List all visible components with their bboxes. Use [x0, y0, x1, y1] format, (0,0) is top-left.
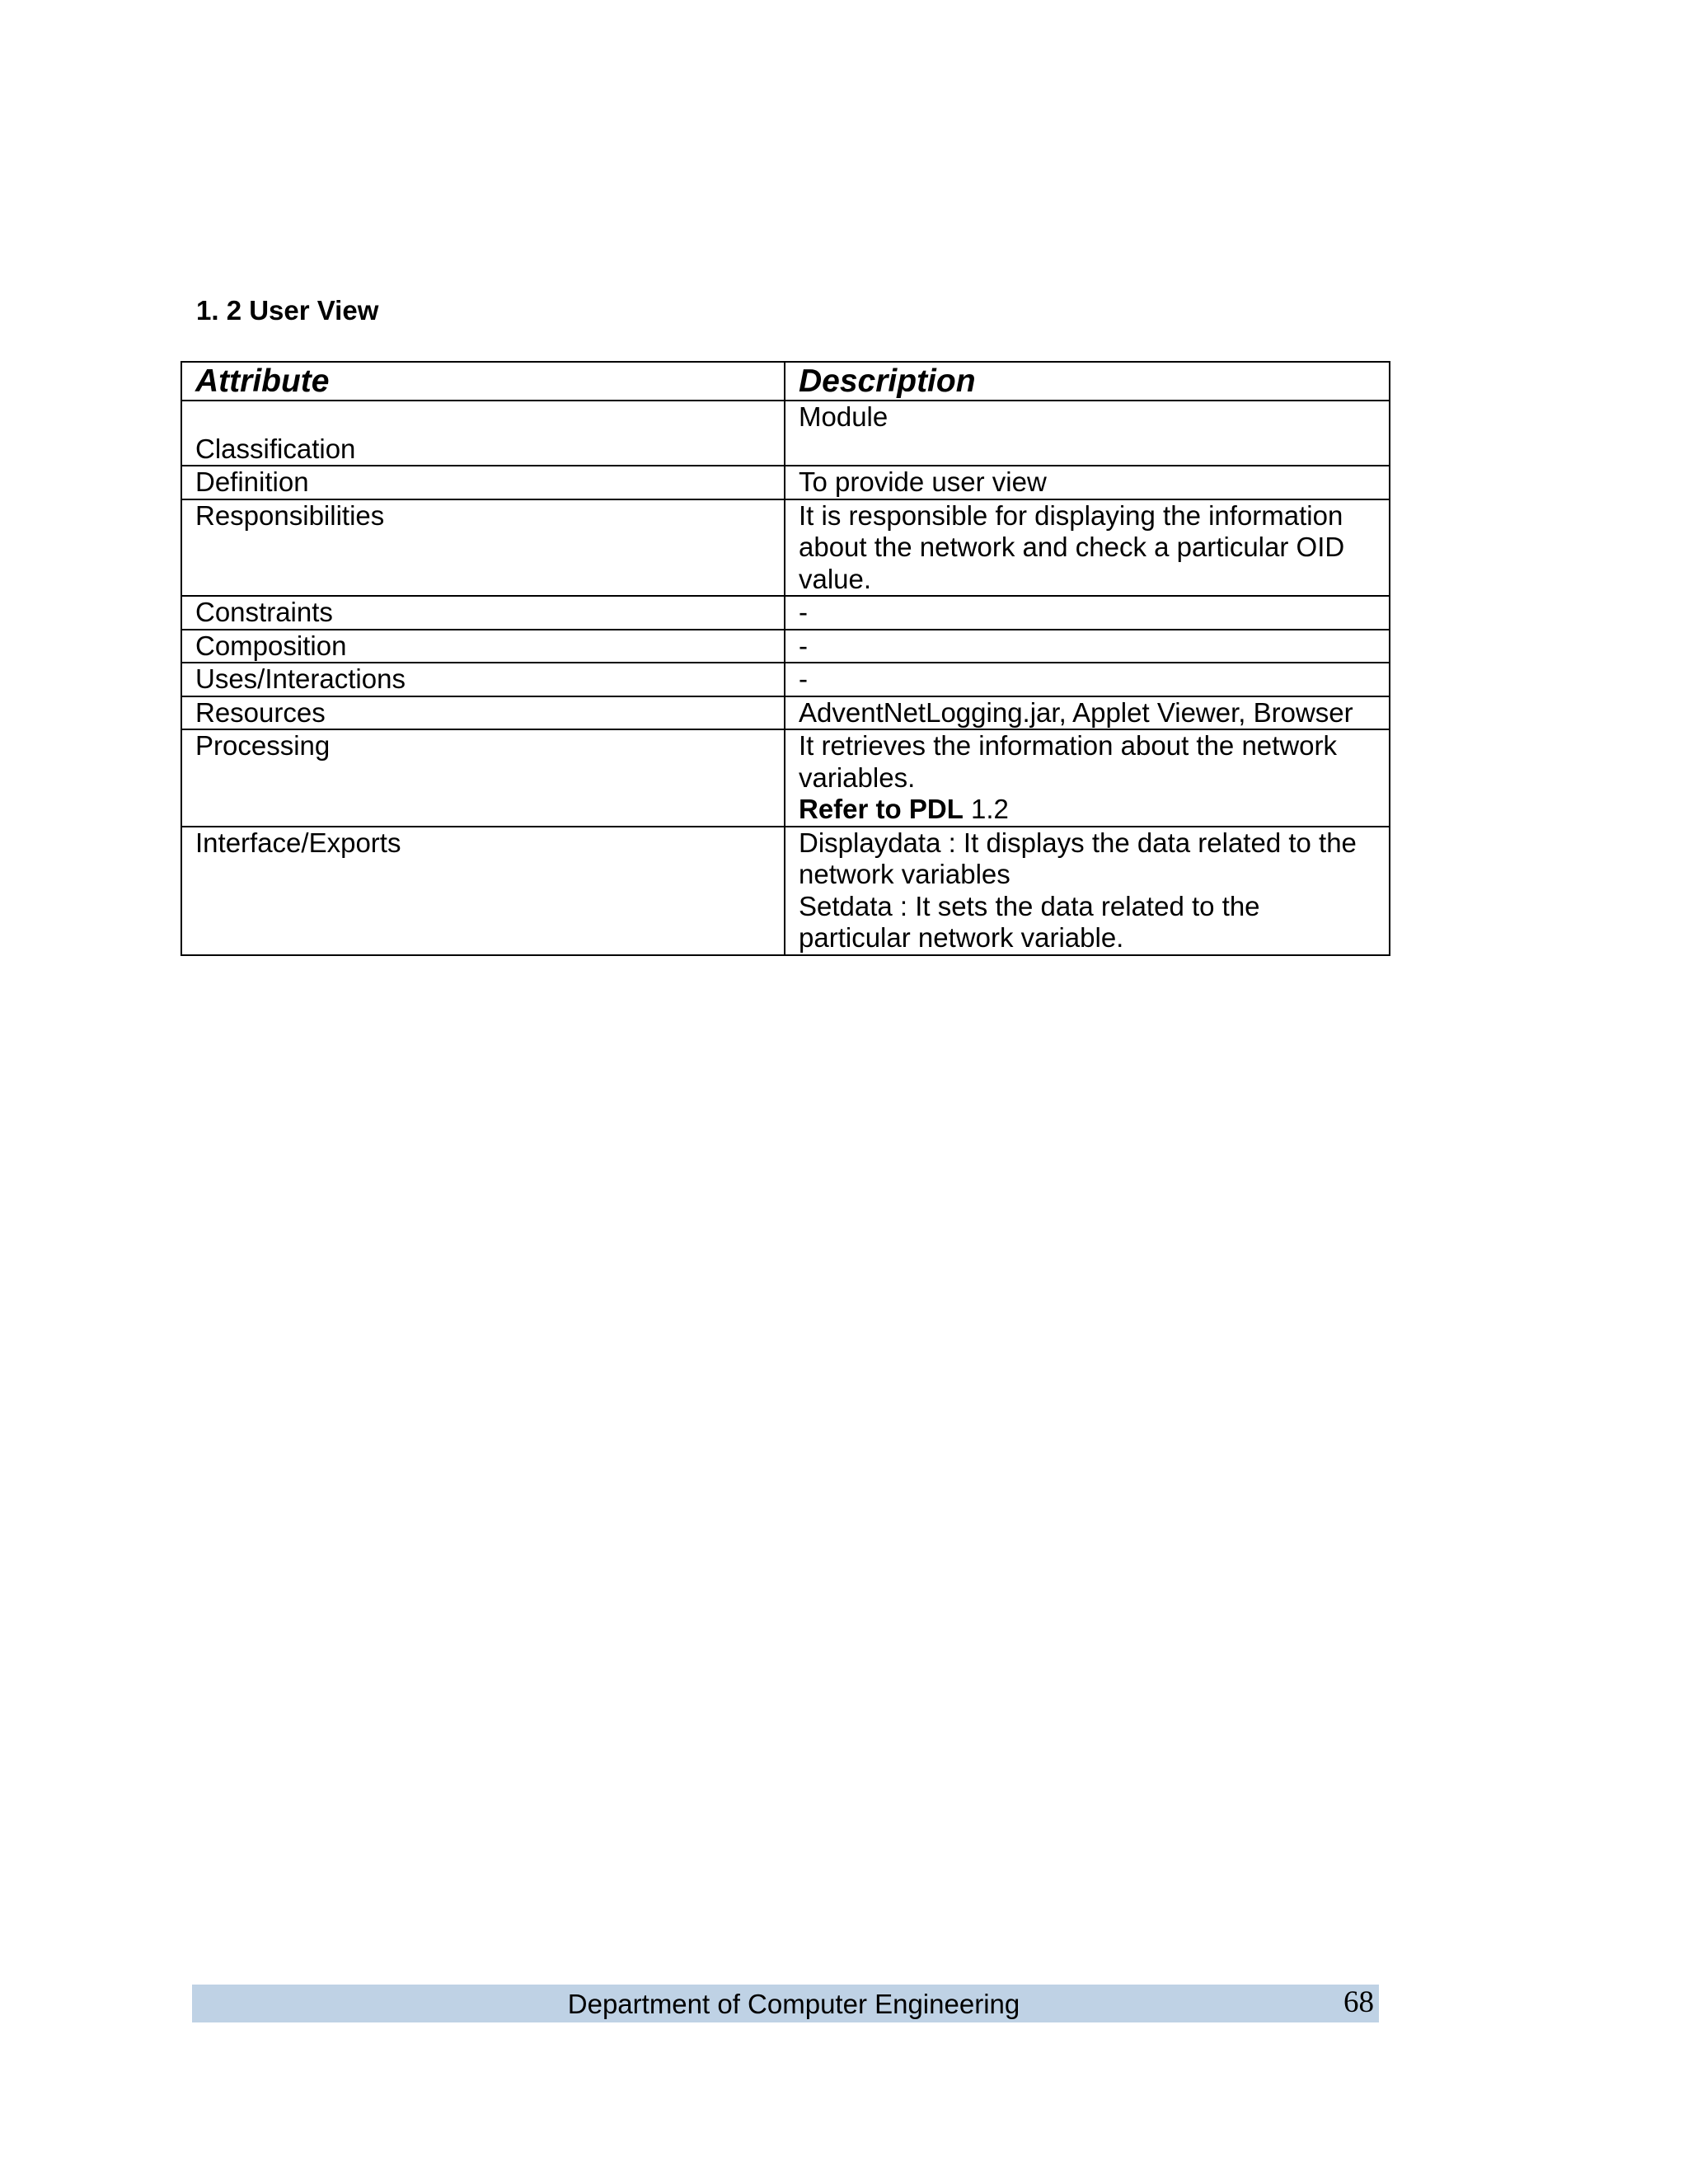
description-cell: -	[785, 663, 1390, 696]
table-row	[181, 499, 1390, 597]
table-row	[181, 729, 1390, 827]
description-cell	[785, 729, 1390, 827]
attribute-cell: Resources	[181, 696, 785, 730]
footer-department: Department of Computer Engineering	[567, 1989, 1020, 2019]
table-row	[181, 466, 1390, 499]
export-displaydata: Displaydata : It displays the data related to the network variables	[799, 827, 1357, 889]
header-description: Description	[785, 362, 1390, 401]
table-row	[181, 827, 1390, 955]
table-row	[181, 696, 1390, 730]
page-footer	[192, 1985, 1379, 2022]
table-row	[181, 596, 1390, 630]
attribute-cell: Interface/Exports	[181, 827, 785, 955]
section-heading: 1. 2 User View	[196, 295, 379, 326]
description-cell: AdventNetLogging.jar, Applet Viewer, Browser	[785, 696, 1390, 730]
description-cell: To provide user view	[785, 466, 1390, 499]
reference-label: Refer to PDL	[799, 794, 964, 824]
table-header-row	[181, 362, 1390, 401]
attribute-cell: Uses/Interactions	[181, 663, 785, 696]
reference-value: 1.2	[963, 794, 1009, 824]
export-setdata: Setdata : It sets the data related to the particular network variable.	[799, 890, 1260, 953]
table-row	[181, 630, 1390, 663]
attribute-cell: Composition	[181, 630, 785, 663]
description-cell: -	[785, 596, 1390, 630]
description-cell: -	[785, 630, 1390, 663]
description-cell	[785, 827, 1390, 955]
attribute-cell: Classification	[181, 401, 785, 466]
attribute-cell: Responsibilities	[181, 499, 785, 597]
attribute-cell: Definition	[181, 466, 785, 499]
processing-text: It retrieves the information about the network variables.	[799, 730, 1338, 793]
table-row	[181, 401, 1390, 466]
description-cell: Module	[785, 401, 1390, 466]
attribute-cell: Processing	[181, 729, 785, 827]
attribute-table	[181, 361, 1390, 956]
page-number: 68	[1343, 1985, 1374, 2019]
table-row	[181, 663, 1390, 696]
processing-reference	[799, 794, 1376, 826]
header-attribute: Attribute	[181, 362, 785, 401]
attribute-cell: Constraints	[181, 596, 785, 630]
description-cell: It is responsible for displaying the information about the network and check a particular OID value.	[785, 499, 1390, 597]
